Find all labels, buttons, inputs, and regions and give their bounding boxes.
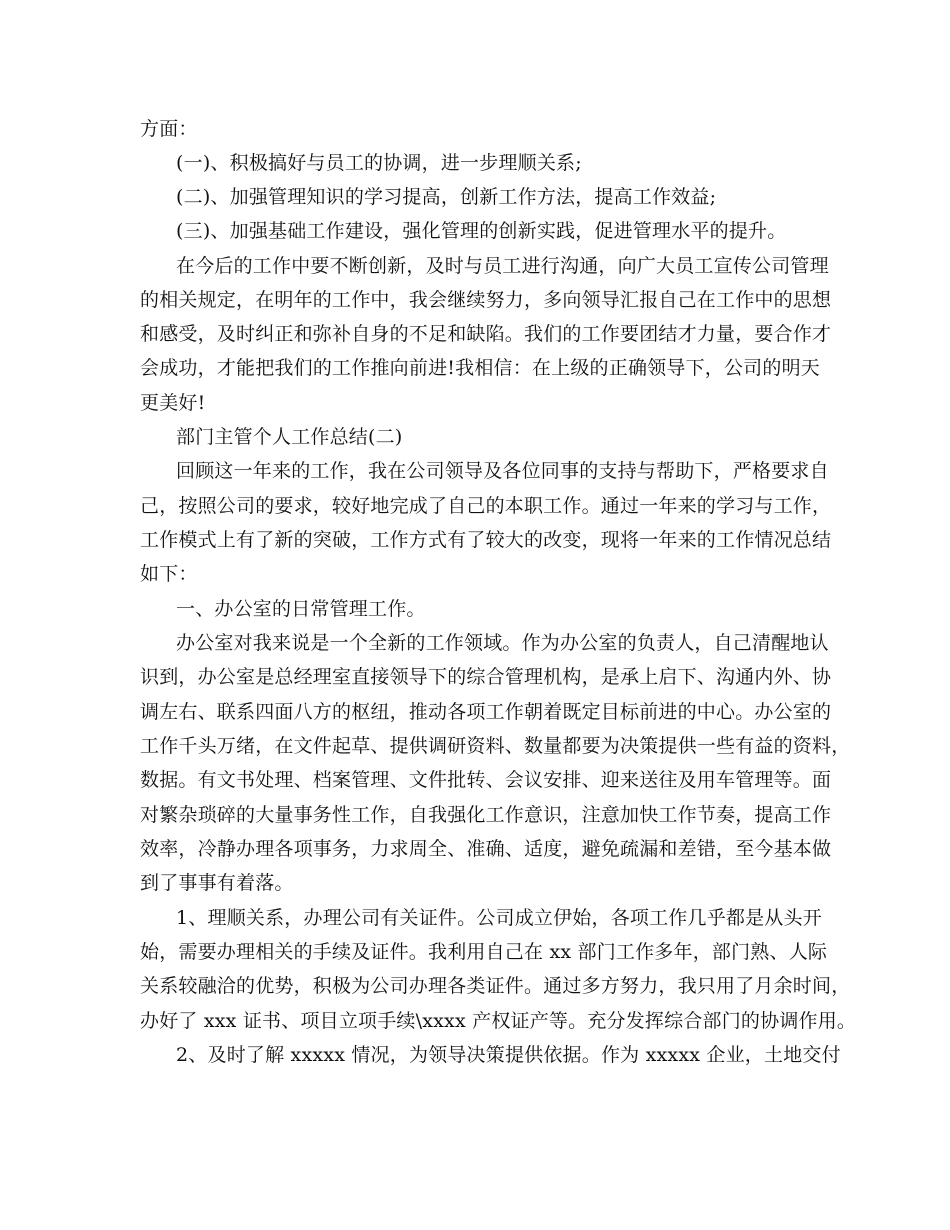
paragraph-line: 会成功，才能把我们的工作推向前进!我相信：在上级的正确领导下，公司的明天 (140, 357, 820, 379)
paragraph-line: 识到，办公室是总经理室直接领导下的综合管理机构，是承上启下、沟通内外、协 (140, 666, 832, 688)
section-heading: 部门主管个人工作总结(二) (176, 426, 403, 448)
paragraph-line: 己，按照公司的要求，较好地完成了自己的本职工作。通过一年来的学习与工作， (140, 495, 832, 517)
paragraph-line: 1、理顺关系，办理公司有关证件。公司成立伊始，各项工作几乎都是从头开 (176, 907, 822, 929)
paragraph-line: 工作模式上有了新的突破，工作方式有了较大的改变，现将一年来的工作情况总结 (140, 529, 832, 551)
paragraph-line: 对繁杂琐碎的大量事务性工作，自我强化工作意识，注意加快工作节奏，提高工作 (140, 804, 832, 826)
list-item: (三)、加强基础工作建设，强化管理的创新实践，促进管理水平的提升。 (176, 220, 787, 242)
paragraph-line: 更美好! (140, 392, 206, 414)
paragraph-line: 数据。有文书处理、档案管理、文件批转、会议安排、迎来送往及用车管理等。面 (140, 769, 832, 791)
list-item: (二)、加强管理知识的学习提高，创新工作方法，提高工作效益; (176, 186, 717, 208)
text-line: 方面： (140, 118, 198, 140)
paragraph-line: 的相关规定，在明年的工作中，我会继续努力，多向领导汇报自己在工作中的思想 (140, 289, 832, 311)
paragraph-line: 回顾这一年来的工作，我在公司领导及各位同事的支持与帮助下，严格要求自 (176, 460, 829, 482)
paragraph-line: 办公室对我来说是一个全新的工作领域。作为办公室的负责人，自己清醒地认 (176, 632, 829, 654)
paragraph-line: 在今后的工作中要不断创新，及时与员工进行沟通，向广大员工宣传公司管理 (176, 255, 829, 277)
paragraph-line: 和感受，及时纠正和弥补自身的不足和缺陷。我们的工作要团结才力量，要合作才 (140, 323, 832, 345)
list-item: (一)、积极搞好与员工的协调，进一步理顺关系; (176, 152, 582, 174)
paragraph-line: 办好了 xxx 证书、项目立项手续\xxxx 产权证产等。充分发挥综合部门的协调作用。 (140, 1010, 857, 1032)
paragraph-line: 调左右、联系四面八方的枢纽，推动各项工作朝着既定目标前进的中心。办公室的 (140, 701, 832, 723)
paragraph-line: 效率，冷静办理各项事务，力求周全、准确、适度，避免疏漏和差错，至今基本做 (140, 838, 832, 860)
paragraph-line: 关系较融洽的优势，积极为公司办理各类证件。通过多方努力，我只用了月余时间， (140, 975, 851, 997)
paragraph-line: 始，需要办理相关的手续及证件。我利用自己在 xx 部门工作多年，部门熟、人际 (140, 941, 828, 963)
section-heading: 一、办公室的日常管理工作。 (176, 598, 426, 620)
paragraph-line: 到了事事有着落。 (140, 872, 294, 894)
paragraph-line: 2、及时了解 xxxxx 情况，为领导决策提供依据。作为 xxxxx 企业，土地交付 (176, 1044, 841, 1066)
paragraph-line: 如下： (140, 563, 198, 585)
paragraph-line: 工作千头万绪，在文件起草、提供调研资料、数量都要为决策提供一些有益的资料， (140, 735, 851, 757)
